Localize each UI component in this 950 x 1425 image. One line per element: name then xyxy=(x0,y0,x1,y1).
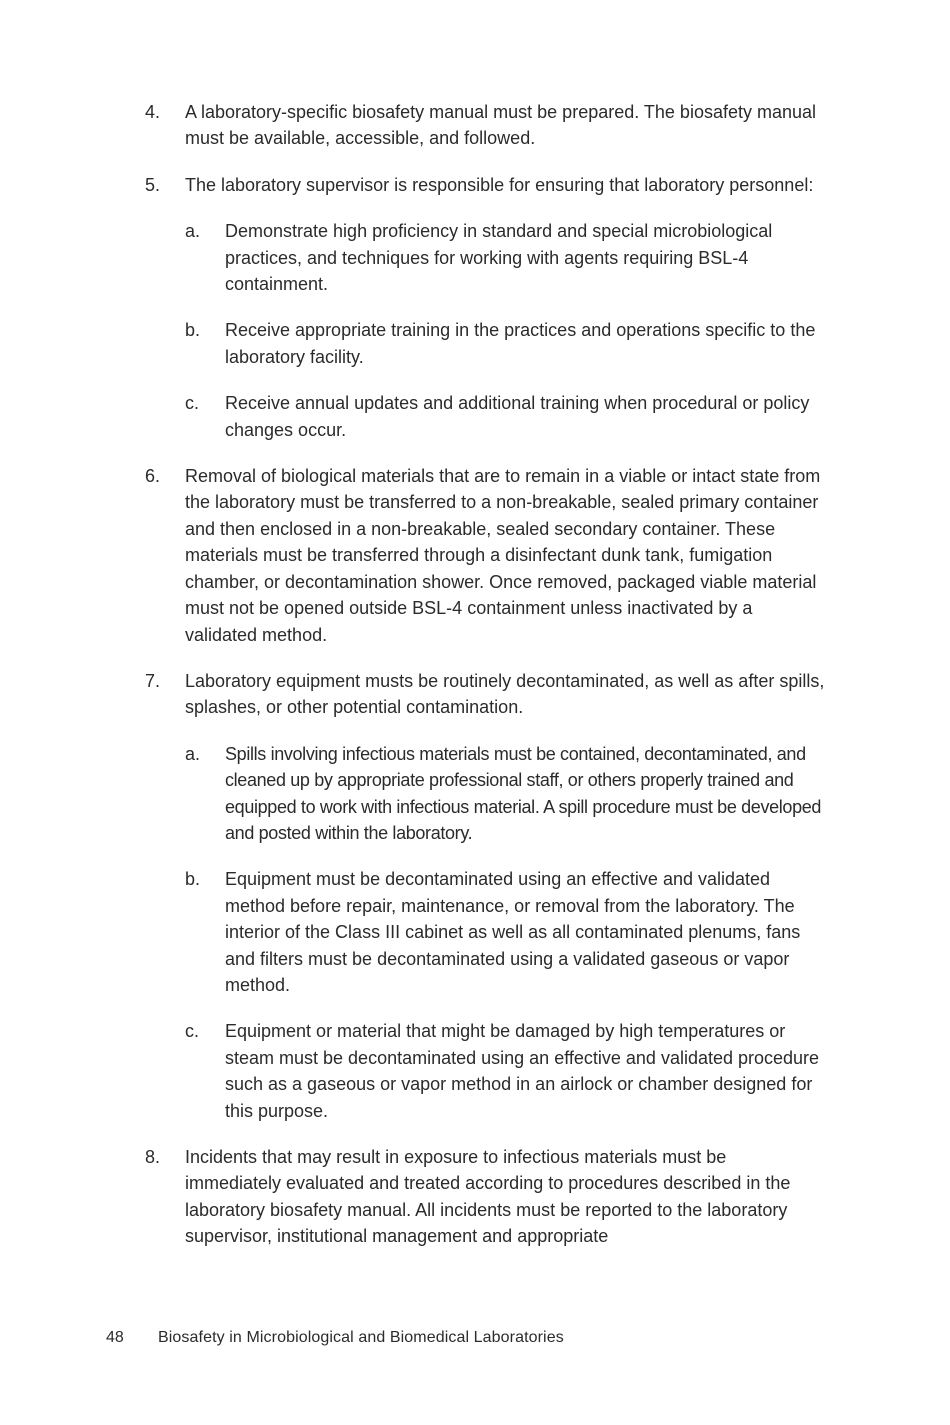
sub-item-text: Spills involving infectious materials must be contained, decontaminated, and cleaned up by appropriate professional staff, or others properly trained and equipped to work with infectious material. A spill procedure must be developed and posted within the laboratory. xyxy=(225,743,822,843)
item-text: Laboratory equipment musts be routinely decontaminated, as well as after spills, splashes, or other potential contamination. xyxy=(185,670,825,718)
sub-item-text: Equipment or material that might be damaged by high temperatures or steam must be decontaminated using an effective and validated procedure such as a gaseous or vapor method in an airlock or chamber designed for this purpose. xyxy=(225,1021,820,1121)
sub-item-letter: b. xyxy=(185,320,201,341)
sub-item-5a xyxy=(0,218,825,297)
item-number: 7. xyxy=(145,670,161,691)
item-text: The laboratory supervisor is responsible for ensuring that laboratory personnel: xyxy=(185,174,814,195)
item-number: 5. xyxy=(145,174,161,195)
sub-item-7c xyxy=(0,1018,825,1124)
sub-item-5b xyxy=(0,317,825,370)
sub-item-7b xyxy=(0,866,825,998)
list-item-4 xyxy=(0,99,825,152)
item-number: 6. xyxy=(145,466,161,487)
sub-item-letter: c. xyxy=(185,393,200,414)
list-item-5 xyxy=(0,172,825,198)
sub-item-letter: b. xyxy=(185,869,201,890)
item-number: 4. xyxy=(145,102,161,122)
list-item-8 xyxy=(0,1144,825,1250)
list-item-7 xyxy=(0,668,825,721)
page-number: 48 xyxy=(106,1329,124,1346)
item-text: Removal of biological materials that are to remain in a viable or intact state from the laboratory must be transferred to a non-breakable, sealed primary container and then enclosed in a non-breakable, sealed secondary container. These materials must be transferred through a disinfectant dunk tank, fumigation chamber, or decontamination shower. Once removed, packaged viable material must not be opened outside BSL-4 containment unless inactivated by a validated method. xyxy=(185,466,821,645)
running-title: Biosafety in Microbiological and Biomedical Laboratories xyxy=(158,1329,564,1346)
sub-item-letter: a. xyxy=(185,743,201,764)
list-item-6 xyxy=(0,463,825,648)
sub-item-letter: c. xyxy=(185,1021,200,1042)
item-number: 8. xyxy=(145,1147,161,1167)
sub-item-text: Receive annual updates and additional training when procedural or policy changes occur. xyxy=(225,393,810,440)
sub-item-5c xyxy=(0,390,825,443)
sub-item-7a xyxy=(0,741,825,847)
item-text: Incidents that may result in exposure to infectious materials must be immediately evaluated and treated according to procedures described in the laboratory biosafety manual. All incidents must be reported to the laboratory supervisor, institutional management and appropriate xyxy=(185,1147,791,1247)
sub-item-text: Equipment must be decontaminated using an effective and validated method before repair, maintenance, or removal from the laboratory. The interior of the Class III cabinet as well as all contaminated plenums, fans and filters must be decontaminated using a validated gaseous or vapor method. xyxy=(225,869,801,995)
item-text: A laboratory-specific biosafety manual must be prepared. The biosafety manual must be available, accessible, and followed. xyxy=(185,102,817,149)
sub-item-letter: a. xyxy=(185,221,201,242)
document-body xyxy=(0,99,950,1270)
sub-item-text: Receive appropriate training in the practices and operations specific to the laboratory facility. xyxy=(225,320,816,367)
sub-item-text: Demonstrate high proficiency in standard and special microbiological practices, and techniques for working with agents requiring BSL-4 containment. xyxy=(225,221,773,295)
